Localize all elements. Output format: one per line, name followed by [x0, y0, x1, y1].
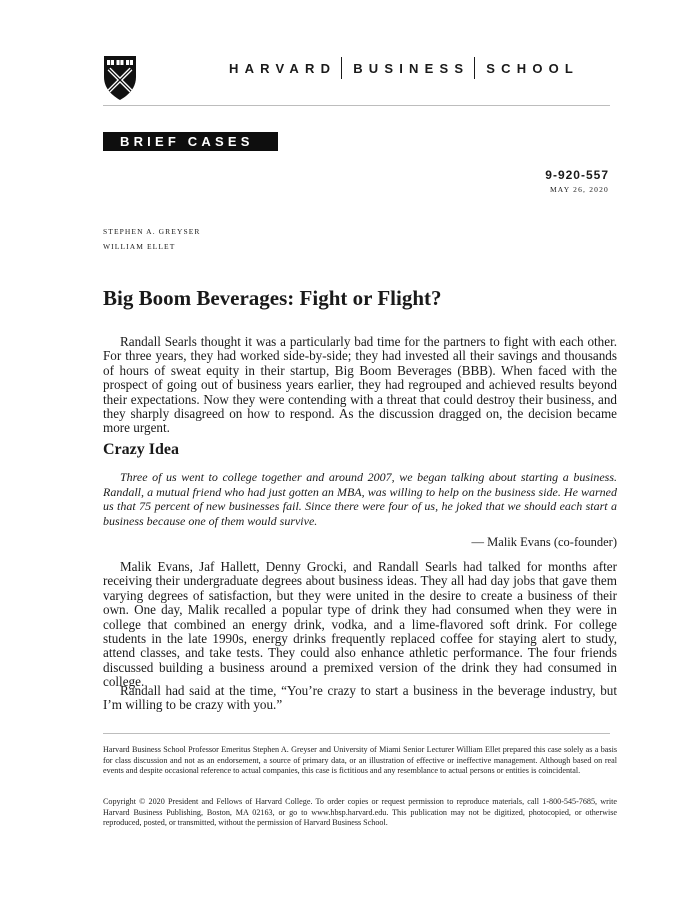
- footer-disclaimer: Harvard Business School Professor Emeritus Stephen A. Greyser and University of Miami Senior Lecturer William Ellet prepared this case solely as a basis for class discussion and not as an endorsement, a source of primary data, or an illustration of effective or ineffective management. Although based on real events and despite occasional reference to actual companies, this case is fictitious and any resemblance to actual persons or entities is coincidental.: [103, 745, 617, 776]
- school-wordmark: [229, 57, 609, 79]
- school-word-school: SCHOOL: [486, 60, 580, 76]
- wordmark-divider: [341, 57, 342, 79]
- intro-paragraph: Randall Searls thought it was a particularly bad time for the partners to fight with each other. For three years, they had worked side-by-side; they had invested all their savings and thousands of hours of sweat equity in their startup, Big Boom Beverages (BBB). When faced with the prospect of going out of business years earlier, they had regrouped and achieved results beyond their expectations. Now they were contending with a threat that could destroy their business, and they sharply disagreed on how to respond. As the discussion dragged on, the decision became more urgent.: [103, 334, 617, 436]
- footer-copyright: Copyright © 2020 President and Fellows of Harvard College. To order copies or request permission to reproduce materials, call 1-800-545-7685, write Harvard Business Publishing, Boston, MA 02163, or go to www.hbsp.harvard.edu. This publication may not be digitized, photocopied, or otherwise reproduced, posted, or transmitted, without the permission of Harvard Business School.: [103, 797, 617, 828]
- footer-divider: [103, 733, 610, 734]
- series-label: BRIEF CASES: [103, 132, 278, 151]
- header-divider: [103, 105, 610, 106]
- body-paragraph: Randall had said at the time, “You’re crazy to start a business in the beverage industry, but I’m willing to be crazy with you.”: [103, 683, 617, 713]
- case-title: Big Boom Beverages: Fight or Flight?: [103, 286, 442, 310]
- school-word-business: BUSINESS: [353, 60, 470, 76]
- body-paragraph: Malik Evans, Jaf Hallett, Denny Grocki, and Randall Searls had talked for months after receiving their undergraduate degrees about business ideas. They all had day jobs that gave them varying degrees of satisfaction, but they were united in the desire to create a business of their own. One day, Malik recalled a popular type of drink they had consumed when they were in college that combined an energy drink, vodka, and a lime-flavored soft drink. For college students in the late 1990s, energy drinks frequently replaced coffee for staying alert to study, attend classes, and take tests. They could also enhance athletic performance. The four friends discussed building a business around a premixed version of the drink they had consumed in college.: [103, 559, 617, 690]
- founder-quote: Three of us went to college together and around 2007, we began talking about starting a business. Randall, a mutual friend who had just gotten an MBA, was willing to help on the business side. He warned us that 75 percent of new businesses fail. Since there were four of us, he joked that we should each start a business because one of them would survive.: [103, 470, 617, 528]
- author-name: STEPHEN A. GREYSER: [103, 227, 201, 236]
- school-word-harvard: HARVARD: [229, 60, 337, 76]
- case-date: MAY 26, 2020: [549, 185, 609, 194]
- wordmark-divider: [474, 57, 475, 79]
- author-name: WILLIAM ELLET: [103, 242, 176, 251]
- case-number: 9-920-557: [545, 168, 609, 182]
- quote-attribution: — Malik Evans (co-founder): [471, 535, 617, 549]
- section-heading: Crazy Idea: [103, 441, 179, 458]
- hbs-shield-logo-icon: [103, 55, 137, 101]
